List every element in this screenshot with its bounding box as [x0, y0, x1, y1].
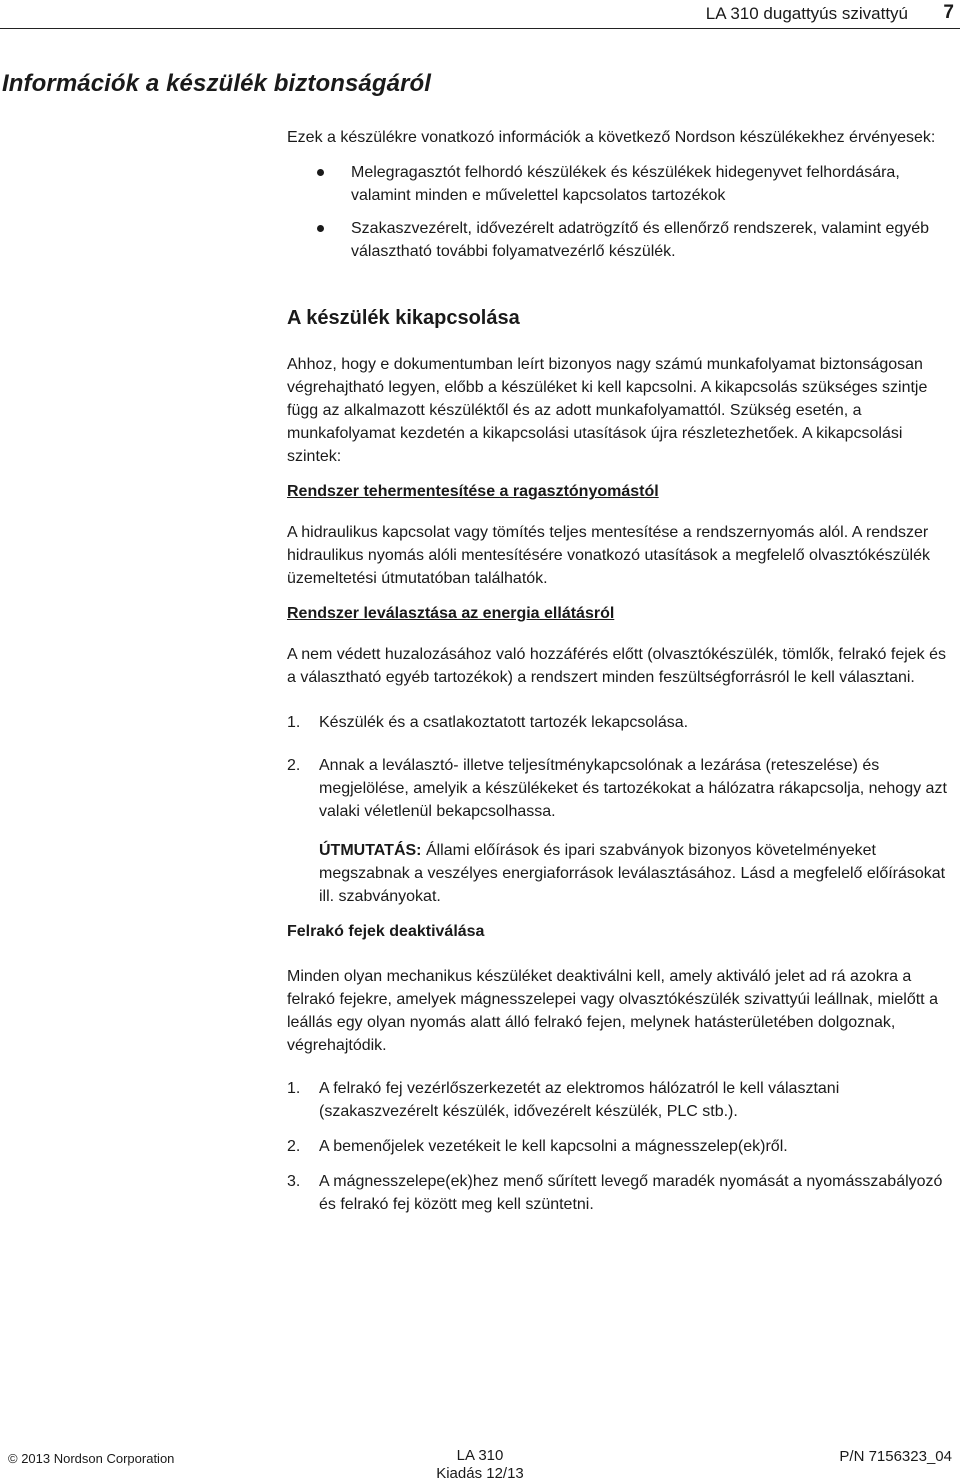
- page-header: [0, 0, 960, 28]
- footer-edition: Kiadás 12/13: [436, 1465, 524, 1482]
- step-item: 2. Annak a leválasztó- illetve teljesítménykapcsolónak a lezárása (reteszelése) és megjelölése, amelyik a készülékeket és tartozékokat a hálózatra rákapcsolja, nehogy azt valaki véletlenül bekapcsolhassa.: [287, 757, 947, 820]
- step-item: 2. A bemenőjelek vezetékeit le kell kapcsolni a mágnesszelep(ek)ről.: [287, 1138, 788, 1155]
- note-text: Állami előírások és ipari szabványok bizonyos követelményeket megszabnak a veszélyes energiaforrások leválasztásához. Lásd a megfelelő előírásokat ill. szabványokat.: [319, 842, 946, 905]
- header-title: LA 310 dugattyús szivattyú: [705, 4, 908, 23]
- part-number: P/N 7156323_04: [839, 1448, 952, 1465]
- header-rule: [0, 28, 960, 29]
- copyright: © 2013 Nordson Corporation: [8, 1451, 175, 1466]
- section-paragraph: Ahhoz, hogy e dokumentumban leírt bizonyos nagy számú munkafolyamat biztonságosan végrehajtható legyen, előbb a készüléket ki kell kapcsolni. A kikapcsolás szükséges szintje függ az alkalmazott készüléktől és az adott munkafolyamattól. Szükség esetén, a munkafolyamat kezdetén a kikapcsolási utasítások újra részletezhetőek. A kikapcsolási szintek:: [287, 356, 928, 465]
- step-item: 1. Készülék és a csatlakoztatott tartozék lekapcsolása.: [287, 714, 689, 731]
- footer-model: LA 310: [456, 1447, 504, 1464]
- note-label: ÚTMUTATÁS:: [319, 842, 422, 859]
- page-number: 7: [943, 2, 954, 23]
- bullet-icon: [317, 225, 324, 232]
- bullet-icon: [317, 169, 324, 176]
- note: [287, 839, 957, 908]
- head-steps: [287, 1077, 957, 1216]
- device-list: [287, 161, 957, 263]
- list-item: Szakaszvezérelt, idővezérelt adatrögzítő és ellenőrző rendszerek, valamint egyéb választható további folyamatvezérlő készülék.: [287, 217, 957, 263]
- section-heading: A készülék kikapcsolása: [287, 307, 520, 329]
- power-steps: [287, 711, 957, 823]
- intro-paragraph: Ezek a készülékre vonatkozó információk a következő Nordson készülékekhez érvényesek:: [287, 129, 936, 146]
- footer-center: [0, 1447, 960, 1483]
- step-item: 1. A felrakó fej vezérlőszerkezetét az elektromos hálózatról le kell választani (szakaszvezérelt készülék, idővezérelt készülék, PLC stb.).: [287, 1080, 840, 1120]
- subsection-paragraph-power: A nem védett huzalozásához való hozzáférés előtt (olvasztókészülék, tömlők, felrakó fejek és a választható egyéb tartozékok) a rendszert minden feszültségforrásról le kell választani.: [287, 646, 947, 686]
- list-item: Melegragasztót felhordó készülékek és készülékek hidegenyvet felhordására, valamint minden e művelettel kapcsolatos tartozékok: [287, 161, 957, 207]
- page-title: Információk a készülék biztonságáról: [2, 70, 432, 97]
- document-body: [287, 126, 957, 1228]
- subsection-heading-pressure: Rendszer tehermentesítése a ragasztónyomástól: [287, 483, 659, 500]
- step-item: 3. A mágnesszelepe(ek)hez menő sűrített levegő maradék nyomását a nyomásszabályozó és felrakó fej között meg kell szüntetni.: [287, 1173, 943, 1213]
- subsection-paragraph-pressure: A hidraulikus kapcsolat vagy tömítés teljes mentesítése a rendszernyomás alól. A rendszer hidraulikus nyomás alóli mentesítésére vonatkozó utasítások a megfelelő olvasztókészülék üzemeltetési útmutatóban találhatók.: [287, 524, 930, 587]
- subsection-heading-power: Rendszer leválasztása az energia ellátásról: [287, 605, 615, 622]
- subsection-paragraph-heads: Minden olyan mechanikus készüléket deaktiválni kell, amely aktiváló jelet ad rá azokra a felrakó fejekre, amelyek mágnesszelepei vagy olvasztókészülék szivattyúi leállnak, mielőtt a leállás egy olyan nyomás alatt álló felrakó fejen, melynek hatásterületében dolgoznak, végrehajtódik.: [287, 968, 938, 1054]
- page-footer: [0, 1448, 960, 1480]
- subsection-heading-heads: Felrakó fejek deaktiválása: [287, 923, 485, 940]
